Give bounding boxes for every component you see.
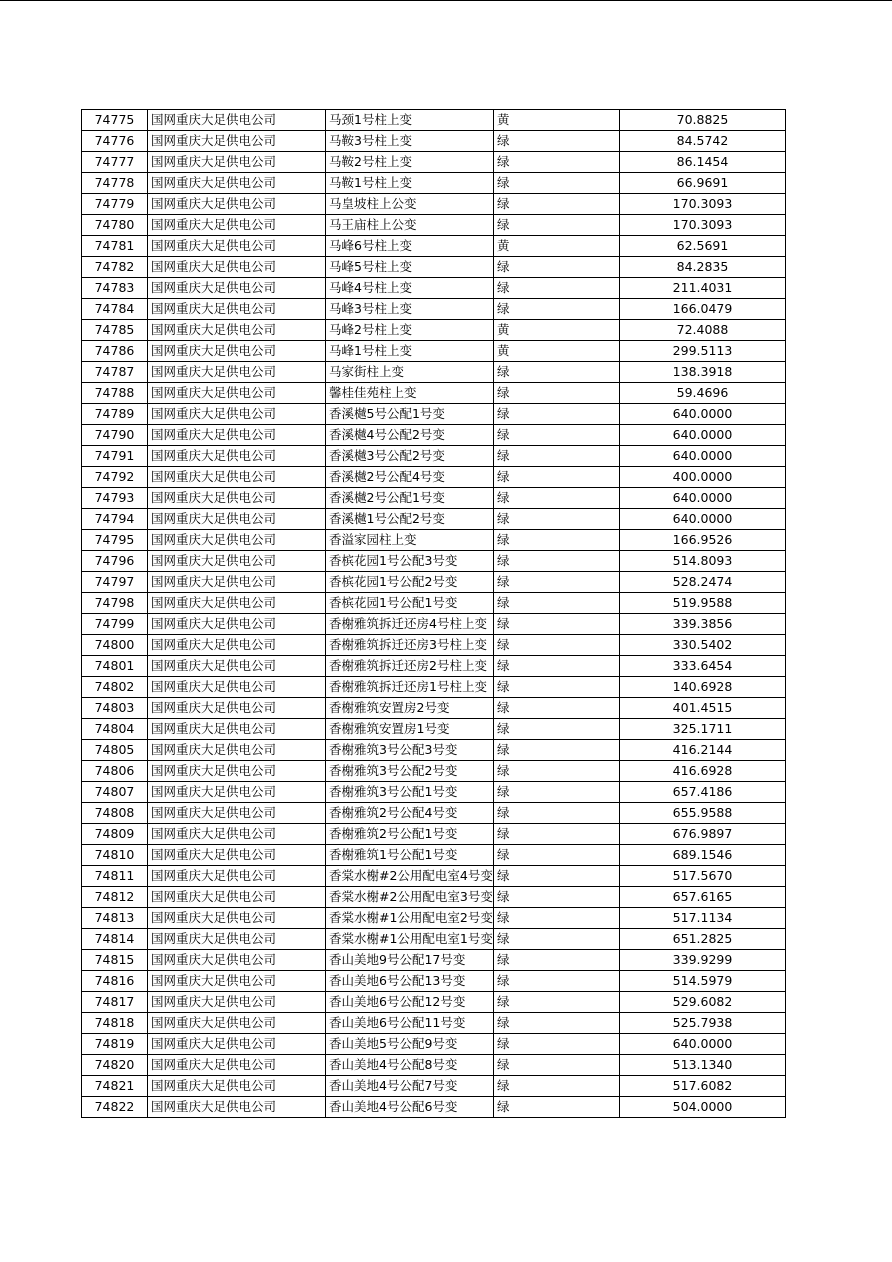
transformer-name-cell: 香溢家园柱上变 [326,530,494,551]
load-value-cell: 330.5402 [620,635,786,656]
transformer-name-cell: 香溪樾3号公配2号变 [326,446,494,467]
transformer-name-cell: 马王庙柱上公变 [326,215,494,236]
load-value-cell: 514.8093 [620,551,786,572]
table-row [82,1076,786,1097]
page-top-border [0,0,892,1]
row-id-cell: 74783 [82,278,148,299]
transformer-name-cell: 马鞍3号柱上变 [326,131,494,152]
status-color-cell: 绿 [494,425,620,446]
company-name-cell: 国网重庆大足供电公司 [148,782,326,803]
transformer-name-cell: 香槟花园1号公配2号变 [326,572,494,593]
status-color-cell: 绿 [494,1034,620,1055]
load-value-cell: 525.7938 [620,1013,786,1034]
transformer-name-cell: 香溪樾1号公配2号变 [326,509,494,530]
load-value-cell: 640.0000 [620,1034,786,1055]
load-value-cell: 689.1546 [620,845,786,866]
status-color-cell: 绿 [494,656,620,677]
company-name-cell: 国网重庆大足供电公司 [148,383,326,404]
status-color-cell: 绿 [494,572,620,593]
company-name-cell: 国网重庆大足供电公司 [148,362,326,383]
table-row [82,194,786,215]
table-row [82,1034,786,1055]
row-id-cell: 74790 [82,425,148,446]
load-value-cell: 166.0479 [620,299,786,320]
status-color-cell: 绿 [494,1076,620,1097]
company-name-cell: 国网重庆大足供电公司 [148,1097,326,1118]
transformer-name-cell: 香榭雅筑1号公配1号变 [326,845,494,866]
transformer-name-cell: 马峰6号柱上变 [326,236,494,257]
company-name-cell: 国网重庆大足供电公司 [148,1055,326,1076]
transformer-name-cell: 香棠水榭#2公用配电室3号变 [326,887,494,908]
table-row [82,740,786,761]
transformer-name-cell: 香榭雅筑安置房2号变 [326,698,494,719]
row-id-cell: 74788 [82,383,148,404]
status-color-cell: 绿 [494,950,620,971]
row-id-cell: 74822 [82,1097,148,1118]
table-row [82,110,786,131]
status-color-cell: 绿 [494,740,620,761]
company-name-cell: 国网重庆大足供电公司 [148,740,326,761]
transformer-name-cell: 马峰3号柱上变 [326,299,494,320]
transformer-name-cell: 马家街柱上变 [326,362,494,383]
company-name-cell: 国网重庆大足供电公司 [148,635,326,656]
transformer-name-cell: 香山美地6号公配13号变 [326,971,494,992]
company-name-cell: 国网重庆大足供电公司 [148,1076,326,1097]
table-row [82,173,786,194]
status-color-cell: 绿 [494,908,620,929]
transformer-name-cell: 马峰5号柱上变 [326,257,494,278]
table-row [82,782,786,803]
load-value-cell: 333.6454 [620,656,786,677]
row-id-cell: 74799 [82,614,148,635]
transformer-name-cell: 香榭雅筑拆迁还房1号柱上变 [326,677,494,698]
company-name-cell: 国网重庆大足供电公司 [148,593,326,614]
table-row [82,971,786,992]
load-value-cell: 416.2144 [620,740,786,761]
row-id-cell: 74816 [82,971,148,992]
row-id-cell: 74777 [82,152,148,173]
company-name-cell: 国网重庆大足供电公司 [148,677,326,698]
row-id-cell: 74781 [82,236,148,257]
load-value-cell: 517.5670 [620,866,786,887]
row-id-cell: 74800 [82,635,148,656]
company-name-cell: 国网重庆大足供电公司 [148,929,326,950]
company-name-cell: 国网重庆大足供电公司 [148,551,326,572]
company-name-cell: 国网重庆大足供电公司 [148,908,326,929]
company-name-cell: 国网重庆大足供电公司 [148,803,326,824]
table-row [82,341,786,362]
table-row [82,404,786,425]
row-id-cell: 74786 [82,341,148,362]
status-color-cell: 黄 [494,341,620,362]
status-color-cell: 黄 [494,236,620,257]
load-value-cell: 528.2474 [620,572,786,593]
company-name-cell: 国网重庆大足供电公司 [148,236,326,257]
load-value-cell: 514.5979 [620,971,786,992]
status-color-cell: 绿 [494,383,620,404]
transformer-name-cell: 香溪樾5号公配1号变 [326,404,494,425]
company-name-cell: 国网重庆大足供电公司 [148,992,326,1013]
company-name-cell: 国网重庆大足供电公司 [148,971,326,992]
load-value-cell: 640.0000 [620,488,786,509]
load-value-cell: 513.1340 [620,1055,786,1076]
transformer-name-cell: 香山美地4号公配8号变 [326,1055,494,1076]
transformer-name-cell: 香山美地6号公配12号变 [326,992,494,1013]
transformer-name-cell: 香榭雅筑拆迁还房3号柱上变 [326,635,494,656]
company-name-cell: 国网重庆大足供电公司 [148,509,326,530]
row-id-cell: 74802 [82,677,148,698]
load-value-cell: 657.4186 [620,782,786,803]
status-color-cell: 黄 [494,320,620,341]
load-value-cell: 84.5742 [620,131,786,152]
row-id-cell: 74792 [82,467,148,488]
row-id-cell: 74815 [82,950,148,971]
company-name-cell: 国网重庆大足供电公司 [148,257,326,278]
load-value-cell: 211.4031 [620,278,786,299]
row-id-cell: 74795 [82,530,148,551]
company-name-cell: 国网重庆大足供电公司 [148,215,326,236]
company-name-cell: 国网重庆大足供电公司 [148,341,326,362]
row-id-cell: 74778 [82,173,148,194]
transformer-name-cell: 香榭雅筑2号公配1号变 [326,824,494,845]
row-id-cell: 74810 [82,845,148,866]
status-color-cell: 绿 [494,929,620,950]
load-value-cell: 651.2825 [620,929,786,950]
table-row [82,719,786,740]
transformer-name-cell: 馨桂佳苑柱上变 [326,383,494,404]
table-row [82,1055,786,1076]
load-value-cell: 504.0000 [620,1097,786,1118]
transformer-name-cell: 香溪樾2号公配4号变 [326,467,494,488]
transformer-name-cell: 马峰1号柱上变 [326,341,494,362]
company-name-cell: 国网重庆大足供电公司 [148,131,326,152]
table-row [82,887,786,908]
transformer-name-cell: 马峰4号柱上变 [326,278,494,299]
transformer-name-cell: 马鞍2号柱上变 [326,152,494,173]
load-value-cell: 62.5691 [620,236,786,257]
company-name-cell: 国网重庆大足供电公司 [148,446,326,467]
row-id-cell: 74789 [82,404,148,425]
transformer-name-cell: 香棠水榭#1公用配电室2号变 [326,908,494,929]
company-name-cell: 国网重庆大足供电公司 [148,698,326,719]
status-color-cell: 绿 [494,803,620,824]
table-row [82,677,786,698]
load-value-cell: 640.0000 [620,404,786,425]
load-value-cell: 170.3093 [620,215,786,236]
transformer-name-cell: 香榭雅筑3号公配1号变 [326,782,494,803]
transformer-name-cell: 香榭雅筑3号公配3号变 [326,740,494,761]
table-row [82,845,786,866]
company-name-cell: 国网重庆大足供电公司 [148,488,326,509]
table-row [82,425,786,446]
company-name-cell: 国网重庆大足供电公司 [148,887,326,908]
table-row [82,635,786,656]
load-value-cell: 401.4515 [620,698,786,719]
transformer-name-cell: 香山美地9号公配17号变 [326,950,494,971]
status-color-cell: 绿 [494,299,620,320]
status-color-cell: 绿 [494,551,620,572]
row-id-cell: 74784 [82,299,148,320]
transformer-name-cell: 香榭雅筑拆迁还房4号柱上变 [326,614,494,635]
table-row [82,698,786,719]
table-row [82,1013,786,1034]
status-color-cell: 绿 [494,782,620,803]
table-row [82,278,786,299]
row-id-cell: 74803 [82,698,148,719]
table-body [82,110,786,1118]
load-value-cell: 400.0000 [620,467,786,488]
row-id-cell: 74805 [82,740,148,761]
row-id-cell: 74819 [82,1034,148,1055]
load-value-cell: 655.9588 [620,803,786,824]
load-value-cell: 66.9691 [620,173,786,194]
transformer-name-cell: 香榭雅筑2号公配4号变 [326,803,494,824]
load-value-cell: 140.6928 [620,677,786,698]
transformer-name-cell: 香溪樾4号公配2号变 [326,425,494,446]
table-row [82,131,786,152]
table-row [82,215,786,236]
row-id-cell: 74812 [82,887,148,908]
load-value-cell: 517.6082 [620,1076,786,1097]
load-value-cell: 59.4696 [620,383,786,404]
load-value-cell: 170.3093 [620,194,786,215]
table-row [82,992,786,1013]
load-value-cell: 517.1134 [620,908,786,929]
status-color-cell: 绿 [494,845,620,866]
table-row [82,656,786,677]
row-id-cell: 74813 [82,908,148,929]
row-id-cell: 74796 [82,551,148,572]
company-name-cell: 国网重庆大足供电公司 [148,719,326,740]
load-value-cell: 657.6165 [620,887,786,908]
status-color-cell: 绿 [494,467,620,488]
row-id-cell: 74807 [82,782,148,803]
row-id-cell: 74782 [82,257,148,278]
row-id-cell: 74794 [82,509,148,530]
row-id-cell: 74801 [82,656,148,677]
table-row [82,824,786,845]
transformer-name-cell: 香溪樾2号公配1号变 [326,488,494,509]
table-row [82,320,786,341]
load-value-cell: 70.8825 [620,110,786,131]
table-row [82,530,786,551]
transformer-table [81,109,786,1118]
status-color-cell: 绿 [494,446,620,467]
row-id-cell: 74821 [82,1076,148,1097]
status-color-cell: 绿 [494,1013,620,1034]
status-color-cell: 绿 [494,719,620,740]
table-row [82,446,786,467]
transformer-name-cell: 马鞍1号柱上变 [326,173,494,194]
transformer-name-cell: 香山美地4号公配7号变 [326,1076,494,1097]
transformer-name-cell: 香槟花园1号公配3号变 [326,551,494,572]
transformer-name-cell: 香榭雅筑安置房1号变 [326,719,494,740]
table-row [82,908,786,929]
table-row [82,614,786,635]
status-color-cell: 绿 [494,404,620,425]
company-name-cell: 国网重庆大足供电公司 [148,425,326,446]
load-value-cell: 86.1454 [620,152,786,173]
status-color-cell: 绿 [494,194,620,215]
transformer-name-cell: 香槟花园1号公配1号变 [326,593,494,614]
transformer-name-cell: 香榭雅筑3号公配2号变 [326,761,494,782]
status-color-cell: 绿 [494,131,620,152]
load-value-cell: 640.0000 [620,446,786,467]
row-id-cell: 74820 [82,1055,148,1076]
status-color-cell: 黄 [494,110,620,131]
status-color-cell: 绿 [494,614,620,635]
load-value-cell: 299.5113 [620,341,786,362]
transformer-name-cell: 香山美地6号公配11号变 [326,1013,494,1034]
status-color-cell: 绿 [494,971,620,992]
company-name-cell: 国网重庆大足供电公司 [148,299,326,320]
table-row [82,383,786,404]
load-value-cell: 72.4088 [620,320,786,341]
company-name-cell: 国网重庆大足供电公司 [148,320,326,341]
company-name-cell: 国网重庆大足供电公司 [148,950,326,971]
status-color-cell: 绿 [494,698,620,719]
row-id-cell: 74811 [82,866,148,887]
table-row [82,236,786,257]
row-id-cell: 74779 [82,194,148,215]
status-color-cell: 绿 [494,677,620,698]
table-row [82,488,786,509]
status-color-cell: 绿 [494,887,620,908]
row-id-cell: 74808 [82,803,148,824]
table-row [82,509,786,530]
transformer-name-cell: 马皇坡柱上公变 [326,194,494,215]
transformer-name-cell: 香棠水榭#2公用配电室4号变 [326,866,494,887]
status-color-cell: 绿 [494,593,620,614]
transformer-name-cell: 香山美地4号公配6号变 [326,1097,494,1118]
company-name-cell: 国网重庆大足供电公司 [148,656,326,677]
transformer-name-cell: 香山美地5号公配9号变 [326,1034,494,1055]
company-name-cell: 国网重庆大足供电公司 [148,1013,326,1034]
load-value-cell: 640.0000 [620,509,786,530]
row-id-cell: 74818 [82,1013,148,1034]
company-name-cell: 国网重庆大足供电公司 [148,845,326,866]
table-row [82,866,786,887]
row-id-cell: 74806 [82,761,148,782]
status-color-cell: 绿 [494,1055,620,1076]
load-value-cell: 676.9897 [620,824,786,845]
load-value-cell: 325.1711 [620,719,786,740]
row-id-cell: 74804 [82,719,148,740]
table-row [82,1097,786,1118]
company-name-cell: 国网重庆大足供电公司 [148,761,326,782]
row-id-cell: 74776 [82,131,148,152]
status-color-cell: 绿 [494,257,620,278]
company-name-cell: 国网重庆大足供电公司 [148,173,326,194]
load-value-cell: 166.9526 [620,530,786,551]
status-color-cell: 绿 [494,173,620,194]
status-color-cell: 绿 [494,992,620,1013]
status-color-cell: 绿 [494,488,620,509]
company-name-cell: 国网重庆大足供电公司 [148,572,326,593]
load-value-cell: 84.2835 [620,257,786,278]
load-value-cell: 138.3918 [620,362,786,383]
status-color-cell: 绿 [494,635,620,656]
table-row [82,761,786,782]
status-color-cell: 绿 [494,866,620,887]
table-row [82,152,786,173]
table-row [82,572,786,593]
row-id-cell: 74780 [82,215,148,236]
company-name-cell: 国网重庆大足供电公司 [148,614,326,635]
status-color-cell: 绿 [494,215,620,236]
table-row [82,467,786,488]
status-color-cell: 绿 [494,1097,620,1118]
table-row [82,950,786,971]
transformer-name-cell: 马颈1号柱上变 [326,110,494,131]
company-name-cell: 国网重庆大足供电公司 [148,467,326,488]
status-color-cell: 绿 [494,824,620,845]
transformer-name-cell: 香榭雅筑拆迁还房2号柱上变 [326,656,494,677]
table-row [82,257,786,278]
row-id-cell: 74798 [82,593,148,614]
load-value-cell: 519.9588 [620,593,786,614]
transformer-name-cell: 马峰2号柱上变 [326,320,494,341]
table-row [82,803,786,824]
row-id-cell: 74814 [82,929,148,950]
transformer-name-cell: 香棠水榭#1公用配电室1号变 [326,929,494,950]
status-color-cell: 绿 [494,362,620,383]
load-value-cell: 529.6082 [620,992,786,1013]
row-id-cell: 74775 [82,110,148,131]
status-color-cell: 绿 [494,530,620,551]
row-id-cell: 74785 [82,320,148,341]
load-value-cell: 640.0000 [620,425,786,446]
company-name-cell: 国网重庆大足供电公司 [148,152,326,173]
company-name-cell: 国网重庆大足供电公司 [148,404,326,425]
table-row [82,551,786,572]
company-name-cell: 国网重庆大足供电公司 [148,530,326,551]
row-id-cell: 74791 [82,446,148,467]
company-name-cell: 国网重庆大足供电公司 [148,194,326,215]
row-id-cell: 74787 [82,362,148,383]
company-name-cell: 国网重庆大足供电公司 [148,866,326,887]
table-row [82,362,786,383]
company-name-cell: 国网重庆大足供电公司 [148,824,326,845]
status-color-cell: 绿 [494,761,620,782]
row-id-cell: 74809 [82,824,148,845]
company-name-cell: 国网重庆大足供电公司 [148,1034,326,1055]
table-row [82,299,786,320]
row-id-cell: 74817 [82,992,148,1013]
row-id-cell: 74793 [82,488,148,509]
table-row [82,929,786,950]
load-value-cell: 416.6928 [620,761,786,782]
load-value-cell: 339.9299 [620,950,786,971]
load-value-cell: 339.3856 [620,614,786,635]
status-color-cell: 绿 [494,278,620,299]
status-color-cell: 绿 [494,509,620,530]
company-name-cell: 国网重庆大足供电公司 [148,278,326,299]
row-id-cell: 74797 [82,572,148,593]
table-row [82,593,786,614]
status-color-cell: 绿 [494,152,620,173]
company-name-cell: 国网重庆大足供电公司 [148,110,326,131]
